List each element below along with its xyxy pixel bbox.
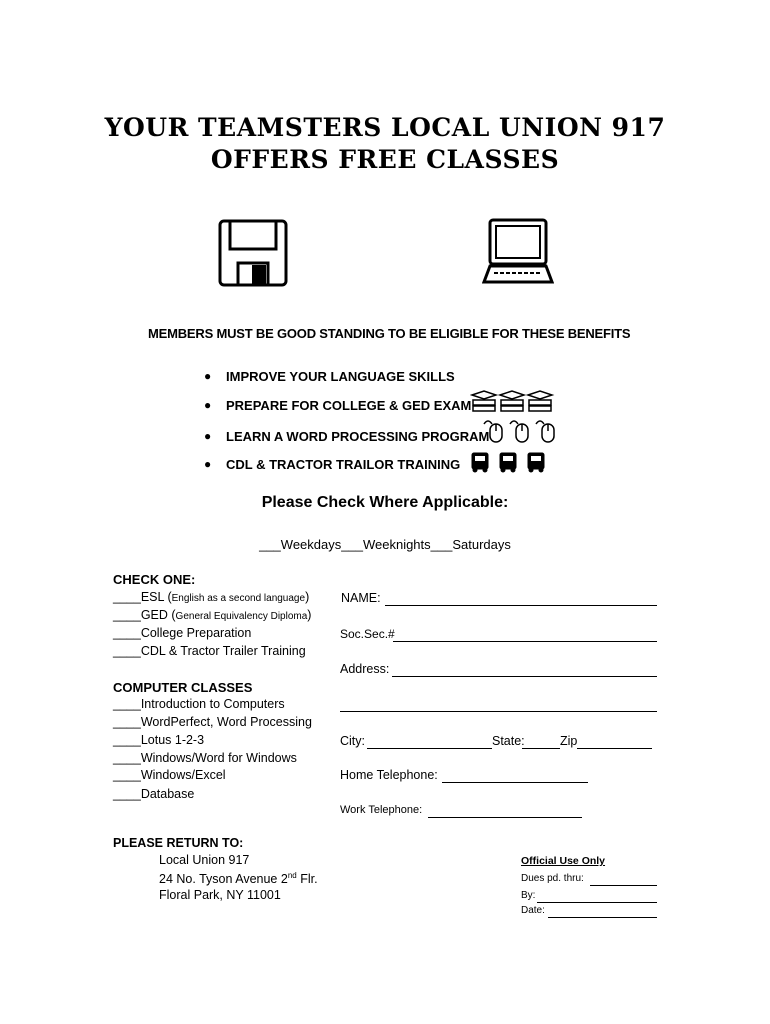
home-phone-field[interactable] — [340, 768, 438, 782]
bullet-icon: ● — [204, 429, 212, 443]
zip-field[interactable] — [560, 734, 577, 748]
bullet-icon: ● — [204, 369, 212, 383]
address-line[interactable] — [392, 662, 657, 677]
zip-label: Zip — [560, 734, 578, 748]
benefit-label: CDL & TRACTOR TRAILOR TRAINING — [226, 457, 461, 472]
city-line[interactable] — [367, 734, 492, 749]
benefit-label: PREPARE FOR COLLEGE & GED EXAM — [226, 398, 472, 413]
by-field[interactable] — [521, 890, 535, 901]
option-label: College Preparation — [140, 626, 252, 640]
class-label: Windows/Word for Windows — [140, 751, 297, 765]
work-phone-line[interactable] — [428, 804, 582, 818]
zip-line[interactable] — [577, 734, 652, 749]
by-label: By: — [521, 890, 536, 901]
date-label: Date: — [521, 905, 545, 916]
option-note: English as a second language — [171, 593, 306, 604]
state-label: State: — [492, 734, 525, 748]
official-use-heading: Official Use Only — [521, 855, 606, 867]
return-line-1: Local Union 917 — [159, 853, 250, 867]
weeknights-label: Weeknights — [362, 537, 431, 552]
return-heading: PLEASE RETURN TO: — [113, 836, 244, 850]
dues-field[interactable] — [521, 873, 584, 884]
computer-class-item[interactable] — [113, 733, 204, 747]
computer-classes-heading: COMPUTER CLASSES — [113, 680, 253, 695]
option-label: ESL ( — [140, 590, 172, 604]
return-line-2-sup: nd — [287, 871, 297, 880]
check-one-item[interactable] — [113, 608, 311, 622]
checkbox-blank[interactable]: ____ — [113, 768, 141, 782]
dues-line[interactable] — [590, 873, 657, 886]
date-line[interactable] — [548, 905, 657, 918]
name-field[interactable] — [341, 591, 381, 605]
schedule-options — [0, 537, 770, 552]
checkbox-blank[interactable]: ____ — [113, 787, 141, 801]
checkbox-blank[interactable]: ____ — [113, 733, 141, 747]
checkbox-blank[interactable]: ____ — [113, 715, 141, 729]
return-line-2 — [159, 871, 318, 886]
books-icon — [470, 389, 556, 415]
weekdays-label: Weekdays — [280, 537, 342, 552]
checkbox-blank[interactable]: ____ — [113, 590, 141, 604]
state-line[interactable] — [522, 734, 560, 749]
return-line-2-end: Flr. — [296, 872, 318, 887]
class-label: Database — [140, 787, 195, 801]
home-phone-label: Home Telephone: — [340, 768, 438, 782]
computer-class-item[interactable] — [113, 715, 312, 729]
computer-icon — [482, 218, 554, 288]
checkbox-blank[interactable]: ____ — [113, 626, 141, 640]
city-label: City: — [340, 734, 365, 748]
computer-class-item[interactable] — [113, 751, 297, 765]
dues-label: Dues pd. thru: — [521, 873, 584, 884]
option-label: CDL & Tractor Trailer Training — [140, 644, 306, 658]
address-line-2[interactable] — [340, 697, 657, 712]
bullet-icon: ● — [204, 457, 212, 471]
bullet-icon: ● — [204, 398, 212, 412]
class-label: Lotus 1-2-3 — [140, 733, 205, 747]
address-field[interactable] — [340, 662, 389, 676]
computer-class-item[interactable] — [113, 697, 285, 711]
weekdays-blank[interactable]: ___ — [259, 537, 281, 552]
ssn-field[interactable] — [340, 627, 395, 641]
weeknights-blank[interactable]: ___ — [341, 537, 363, 552]
mouse-icon — [482, 418, 562, 444]
option-label: GED ( — [140, 608, 176, 622]
option-note: General Equivalency Diploma — [175, 611, 308, 622]
bus-icon — [470, 451, 550, 473]
title-line-1: YOUR TEAMSTERS LOCAL UNION 917 — [104, 113, 666, 142]
eligibility-notice: MEMBERS MUST BE GOOD STANDING TO BE ELIGIBLE FOR THESE BENEFITS — [148, 326, 631, 341]
name-line[interactable] — [385, 591, 657, 606]
work-phone-field[interactable] — [340, 804, 422, 816]
class-label: Introduction to Computers — [140, 697, 285, 711]
check-one-item[interactable] — [113, 590, 309, 604]
saturdays-blank[interactable]: ___ — [430, 537, 453, 552]
return-line-2-main: 24 No. Tyson Avenue 2 — [159, 872, 288, 887]
page-title — [0, 112, 770, 176]
checkbox-blank[interactable]: ____ — [113, 608, 141, 622]
option-close: ) — [305, 590, 310, 604]
state-field[interactable] — [492, 734, 525, 748]
checkbox-blank[interactable]: ____ — [113, 751, 141, 765]
checkbox-blank[interactable]: ____ — [113, 697, 141, 711]
city-field[interactable] — [340, 734, 365, 748]
address-label: Address: — [340, 662, 390, 676]
option-close: ) — [307, 608, 312, 622]
check-one-item[interactable] — [113, 626, 251, 640]
ssn-label: Soc.Sec.# — [340, 627, 395, 641]
home-phone-line[interactable] — [442, 768, 588, 783]
ssn-line[interactable] — [393, 627, 657, 642]
work-phone-label: Work Telephone: — [340, 804, 423, 816]
benefit-label: LEARN A WORD PROCESSING PROGRAM — [226, 429, 490, 444]
computer-class-item[interactable] — [113, 768, 226, 782]
benefit-label: IMPROVE YOUR LANGUAGE SKILLS — [226, 369, 455, 384]
date-field[interactable] — [521, 905, 545, 916]
class-label: Windows/Excel — [140, 768, 226, 782]
class-label: WordPerfect, Word Processing — [140, 715, 312, 729]
title-line-2: OFFERS FREE CLASSES — [210, 145, 560, 174]
by-line[interactable] — [537, 890, 657, 903]
check-one-heading: CHECK ONE: — [113, 572, 196, 587]
saturdays-label: Saturdays — [452, 537, 511, 552]
return-line-3: Floral Park, NY 11001 — [159, 888, 281, 902]
name-label: NAME: — [341, 591, 381, 605]
check-one-item[interactable] — [113, 644, 306, 658]
floppy-disk-icon — [218, 219, 288, 287]
check-heading: Please Check Where Applicable: — [261, 494, 509, 511]
checkbox-blank[interactable]: ____ — [113, 644, 141, 658]
computer-class-item[interactable] — [113, 787, 194, 801]
